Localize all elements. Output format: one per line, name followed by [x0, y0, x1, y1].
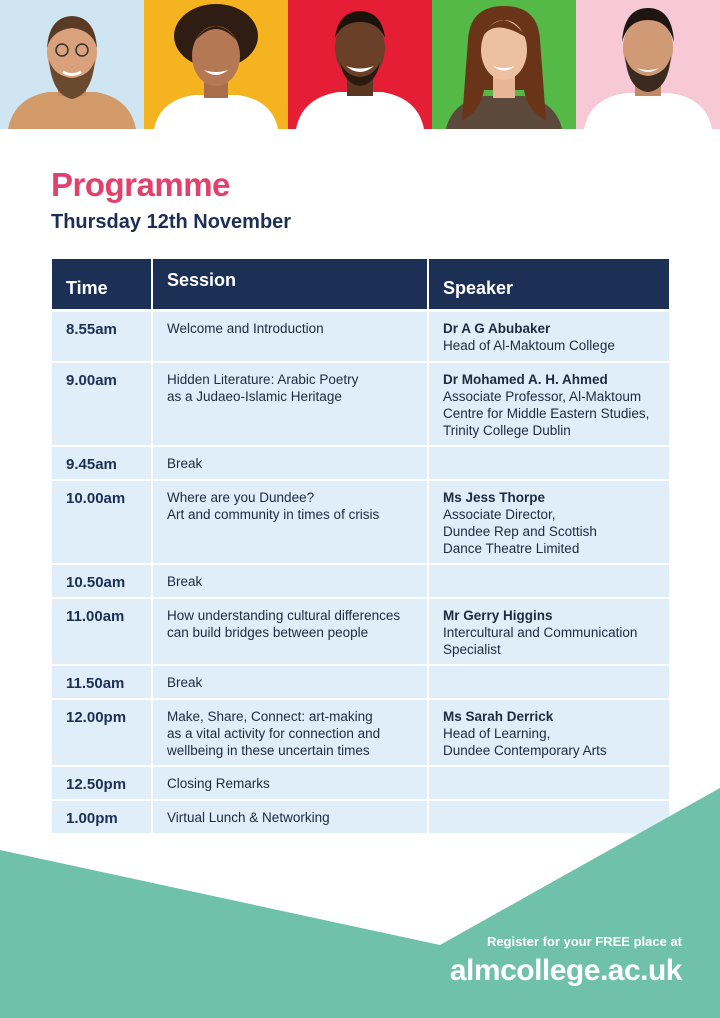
row-time: 12.00pm [52, 698, 153, 765]
session-line: How understanding cultural differences [167, 608, 401, 623]
speaker-detail: Associate Professor, Al-Maktoum [443, 389, 642, 404]
schedule-table [52, 259, 669, 833]
row-session [153, 445, 429, 479]
website-link[interactable]: almcollege.ac.uk [449, 954, 682, 987]
speaker-detail: Head of Learning, [443, 726, 551, 741]
row-session [153, 597, 429, 664]
speaker-detail: Trinity College Dublin [443, 423, 571, 438]
session-line: Break [167, 456, 203, 471]
session-line: Break [167, 574, 203, 589]
row-session [153, 563, 429, 597]
table-row [52, 445, 669, 479]
session-line: Virtual Lunch & Networking [167, 810, 330, 825]
speaker-detail: Dundee Rep and Scottish [443, 524, 597, 539]
row-speaker [429, 664, 669, 698]
photo-strip [0, 0, 720, 129]
speaker-detail: Head of Al-Maktoum College [443, 338, 615, 353]
speaker-name: Dr Mohamed A. H. Ahmed [443, 372, 608, 387]
schedule-body [52, 309, 669, 833]
row-session [153, 664, 429, 698]
row-session [153, 698, 429, 765]
table-row [52, 664, 669, 698]
speaker-name: Ms Sarah Derrick [443, 709, 554, 724]
row-time: 11.50am [52, 664, 153, 698]
speaker-name: Ms Jess Thorpe [443, 490, 546, 505]
register-text: Register for your FREE place at [486, 934, 682, 949]
session-line: Break [167, 675, 203, 690]
session-line: Welcome and Introduction [167, 321, 324, 336]
person-illustration-3 [288, 0, 432, 129]
speaker-name: Mr Gerry Higgins [443, 608, 553, 623]
speaker-detail: Specialist [443, 642, 501, 657]
header-session: Session [153, 259, 429, 309]
row-time: 10.00am [52, 479, 153, 563]
person-illustration-2 [144, 0, 288, 129]
row-time: 12.50pm [52, 765, 153, 799]
table-row [52, 597, 669, 664]
row-session [153, 479, 429, 563]
session-line: Where are you Dundee? [167, 490, 315, 505]
table-header-row [52, 259, 669, 309]
person-illustration-1 [0, 0, 144, 129]
row-time: 11.00am [52, 597, 153, 664]
speaker-detail: Associate Director, [443, 507, 556, 522]
header-time: Time [52, 259, 153, 309]
person-illustration-4 [432, 0, 576, 129]
row-session [153, 361, 429, 445]
person-illustration-5 [576, 0, 720, 129]
session-line: can build bridges between people [167, 625, 369, 640]
table-row [52, 698, 669, 765]
table-row [52, 479, 669, 563]
speaker-detail: Intercultural and Communication [443, 625, 638, 640]
row-speaker [429, 445, 669, 479]
session-line: wellbeing in these uncertain times [167, 743, 370, 758]
row-time: 9.45am [52, 445, 153, 479]
speaker-detail: Dundee Contemporary Arts [443, 743, 607, 758]
table-row [52, 309, 669, 361]
session-line: Hidden Literature: Arabic Poetry [167, 372, 359, 387]
row-speaker [429, 479, 669, 563]
row-speaker [429, 597, 669, 664]
table-row [52, 563, 669, 597]
speaker-detail: Centre for Middle Eastern Studies, [443, 406, 650, 421]
row-session [153, 309, 429, 361]
row-time: 1.00pm [52, 799, 153, 833]
row-speaker [429, 309, 669, 361]
row-speaker [429, 361, 669, 445]
row-speaker [429, 698, 669, 765]
session-line: as a vital activity for connection and [167, 726, 381, 741]
person-photo-5 [576, 0, 720, 129]
speaker-name: Dr A G Abubaker [443, 321, 551, 336]
session-line: Make, Share, Connect: art-making [167, 709, 373, 724]
session-line: Art and community in times of crisis [167, 507, 380, 522]
session-line: Closing Remarks [167, 776, 270, 791]
session-line: as a Judaeo-Islamic Heritage [167, 389, 342, 404]
speaker-detail: Dance Theatre Limited [443, 541, 580, 556]
programme-title: Programme [51, 166, 230, 203]
person-photo-3 [288, 0, 432, 129]
person-photo-4 [432, 0, 576, 129]
person-photo-2 [144, 0, 288, 129]
header-speaker: Speaker [429, 259, 669, 309]
programme-date: Thursday 12th November [51, 211, 292, 233]
row-speaker [429, 563, 669, 597]
row-time: 8.55am [52, 309, 153, 361]
table-row [52, 361, 669, 445]
row-time: 10.50am [52, 563, 153, 597]
person-photo-1 [0, 0, 144, 129]
row-time: 9.00am [52, 361, 153, 445]
